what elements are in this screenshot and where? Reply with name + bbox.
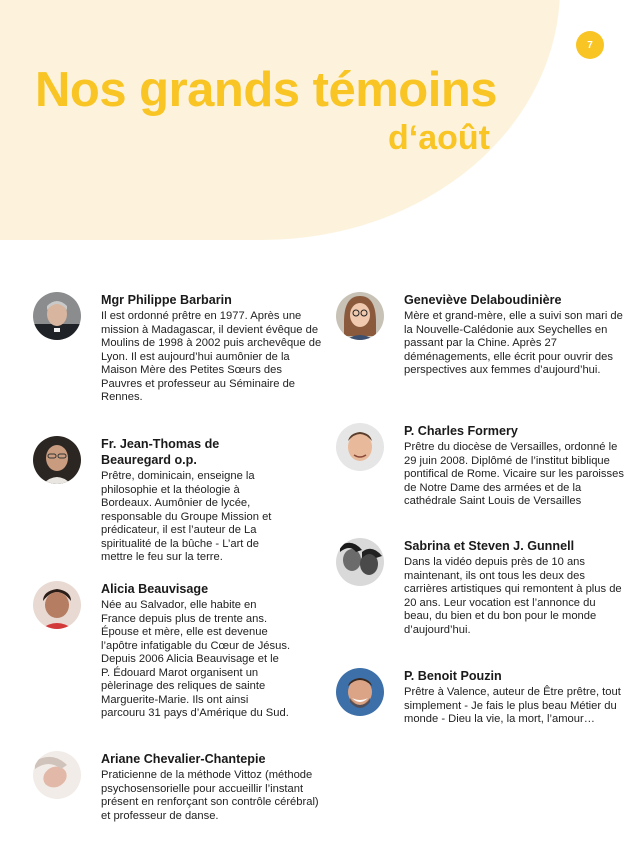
portrait-avatar bbox=[33, 292, 81, 340]
witness-name: Alicia Beauvisage bbox=[101, 582, 209, 596]
page-subtitle: d‘août bbox=[388, 119, 490, 157]
witness-bio: Prêtre, dominicain, enseigne la philosophie et la théologie à Bordeaux. Aumônier de lycée, responsable du Groupe Mission et prédicateur, il est l’auteur de La spiritualité de la bûche - L’art de mettre le feu sur la terre. bbox=[101, 470, 272, 563]
witness-bio: Praticienne de la méthode Vittoz (méthode psychosensorielle pour accueillir l’instant présent en renforçant son contrôle cérébral) et professeur de danse. bbox=[101, 769, 319, 822]
witness-bio: Prêtre du diocèse de Versailles, ordonné le 29 juin 2008. Diplômé de l’institut biblique pontifical de Rome. Vicaire sur les paroisses de Notre Dame des armées et de la cathédrale Saint Louis de Versailles bbox=[404, 441, 624, 507]
witness-name: Sabrina et Steven J. Gunnell bbox=[404, 539, 575, 553]
portrait-avatar bbox=[33, 751, 81, 799]
witness-bio: Née au Salvador, elle habite en France depuis plus de trente ans. Épouse et mère, elle est devenue l’apôtre infatigable du Cœur de Jésus. Depuis 2006 Alicia Beauvisage et le P. Édouard Marot organisent un pèlerinage des reliques de sainte Marguerite-Marie. Ils ont ainsi parcouru 31 pays d’Amérique du Sud. bbox=[101, 599, 291, 719]
witness-bio: Il est ordonné prêtre en 1977. Après une mission à Madagascar, il devient évêque de Moulins de 1998 à 2002 puis archevêque de Lyon. Il est aujourd’hui aumônier de la Maison Mère des Petites Sœurs des Pauvres et professeur au Séminaire de Rennes. bbox=[101, 310, 322, 403]
portrait-avatar bbox=[336, 538, 384, 586]
witness-name: Mgr Philippe Barbarin bbox=[101, 293, 232, 307]
witness-bio: Prêtre à Valence, auteur de Être prêtre, tout simplement - Je fais le plus beau Métier du monde - Dieu la vie, la mort, l’amour… bbox=[404, 686, 621, 725]
witness-name: P. Charles Formery bbox=[404, 424, 518, 438]
portrait-avatar bbox=[336, 668, 384, 716]
witness-bio: Dans la vidéo depuis près de 10 ans maintenant, ils ont tous les deux des carrières artistiques qui remontent à plus de 20 ans. Leur vocation est l’annonce du beau, du bien et du bon pour le monde d’aujourd’hui. bbox=[404, 556, 622, 636]
portrait-avatar bbox=[33, 436, 81, 484]
witness-name: Geneviève Delaboudinière bbox=[404, 293, 562, 307]
witness-name: P. Benoit Pouzin bbox=[404, 669, 502, 683]
portrait-avatar bbox=[336, 292, 384, 340]
page-title: Nos grands témoins bbox=[35, 63, 498, 117]
portrait-avatar bbox=[33, 581, 81, 629]
page-number-badge: 7 bbox=[576, 31, 604, 59]
witness-name: Ariane Chevalier-Chantepie bbox=[101, 752, 266, 766]
witness-bio: Mère et grand-mère, elle a suivi son mari de la Nouvelle-Calédonie aux Seychelles en passant par la Chine. Après 27 déménagements, elle écrit pour ouvrir des perspectives aux femmes d’aujourd’hui. bbox=[404, 310, 623, 376]
portrait-avatar bbox=[336, 423, 384, 471]
witness-name: Fr. Jean-Thomas de Beauregard o.p. bbox=[101, 437, 220, 467]
